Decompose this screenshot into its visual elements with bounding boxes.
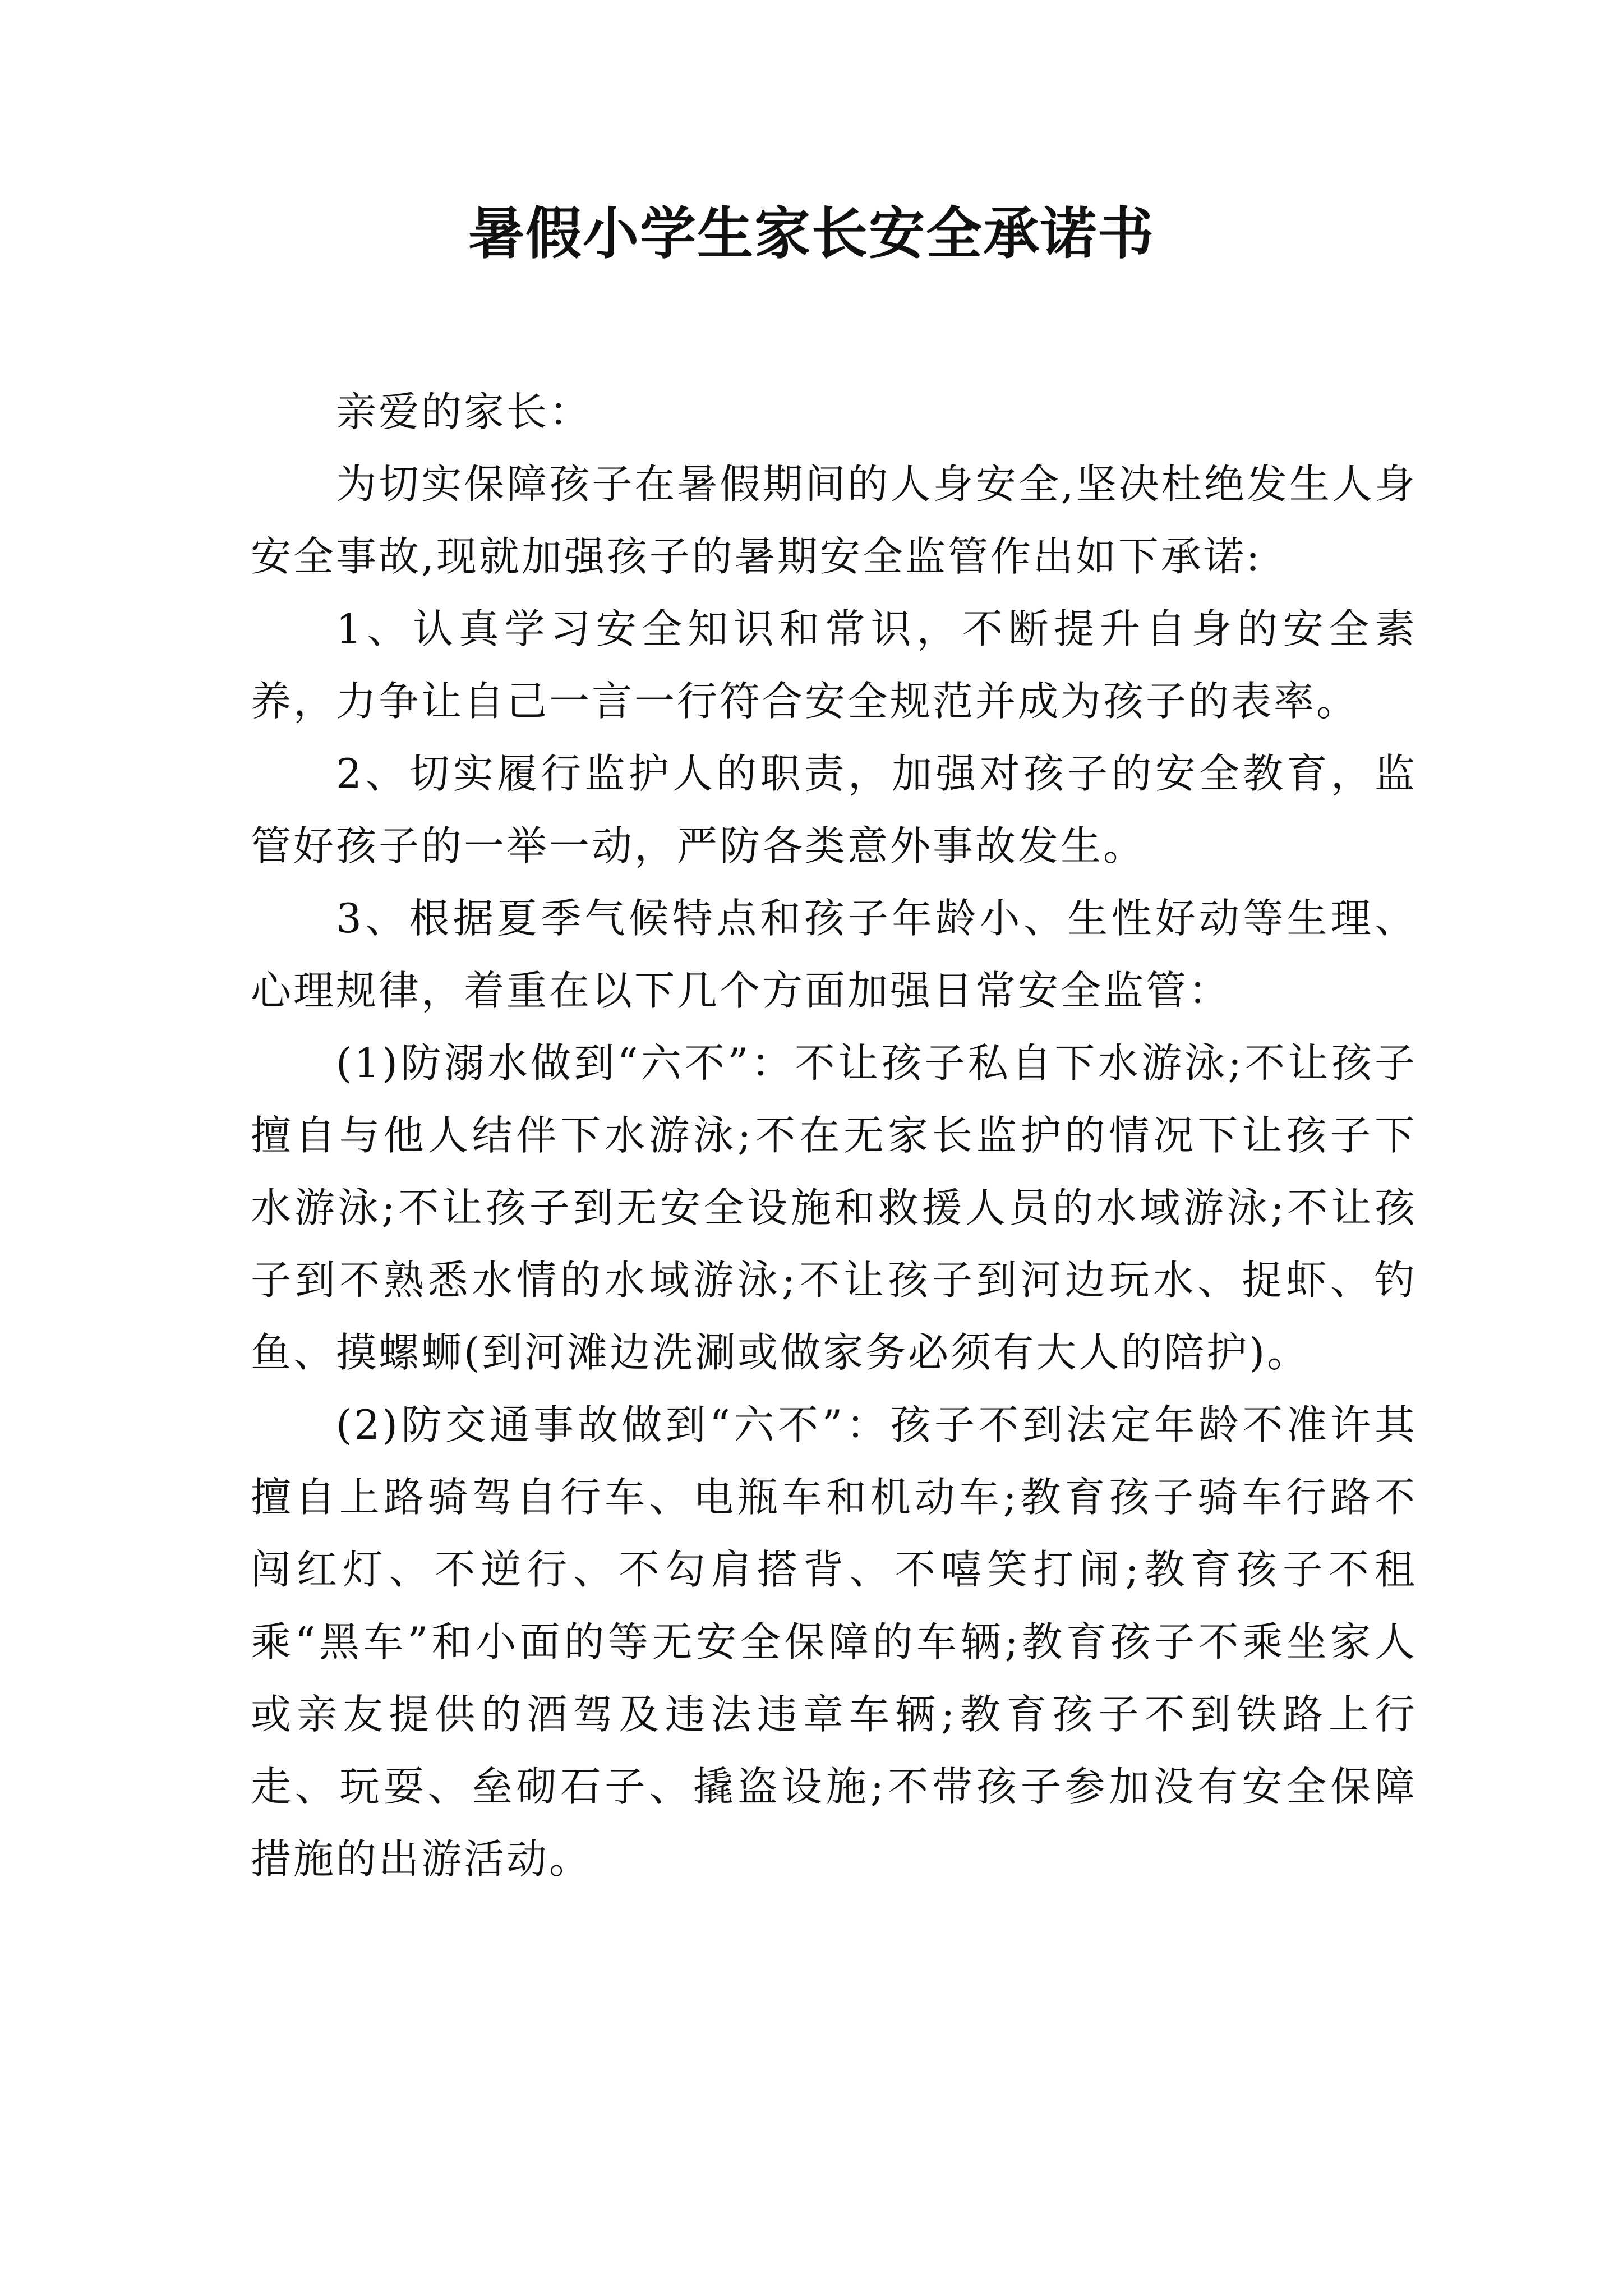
pledge-item-3: 3、根据夏季气候特点和孩子年龄小、生性好动等生理、心理规律，着重在以下几个方面加强日常安全监管： [251,895,1417,1014]
document-title: 暑假小学生家长安全承诺书 [468,201,1155,266]
salutation: 亲爱的家长： [336,388,592,435]
pledge-item-1: 1、认真学习安全知识和常识，不断提升自身的安全素养，力争让自己一言一行符合安全规范并成为孩子的表率。 [251,605,1417,725]
intro-paragraph: 为切实保障孩子在暑假期间的人身安全,坚决杜绝发生人身安全事故,现就加强孩子的暑期安全监管作出如下承诺: [251,461,1417,580]
sub-item-drowning: (1)防溺水做到“六不”：不让孩子私自下水游泳;不让孩子擅自与他人结伴下水游泳;不在无家长监护的情况下让孩子下水游泳;不让孩子到无安全设施和救援人员的水域游泳;不让孩子到不熟悉水情的水域游泳;不让孩子到河边玩水、捉虾、钓鱼、摸螺蛳(到河滩边洗涮或做家务必须有大人的陪护)。 [251,1039,1417,1376]
sub-item-traffic: (2)防交通事故做到“六不”：孩子不到法定年龄不准许其擅自上路骑驾自行车、电瓶车和机动车;教育孩子骑车行路不闯红灯、不逆行、不勾肩搭背、不嘻笑打闹;教育孩子不租乘“黑车”和小面的等无安全保障的车辆;教育孩子不乘坐家人或亲友提供的酒驾及违法违章车辆;教育孩子不到铁路上行走、玩耍、垒砌石子、撬盗设施;不带孩子参加没有安全保障措施的出游活动。 [251,1401,1417,1883]
pledge-item-2: 2、切实履行监护人的职责，加强对孩子的安全教育，监管好孩子的一举一动，严防各类意外事故发生。 [251,750,1417,869]
document-body [251,376,1417,1895]
